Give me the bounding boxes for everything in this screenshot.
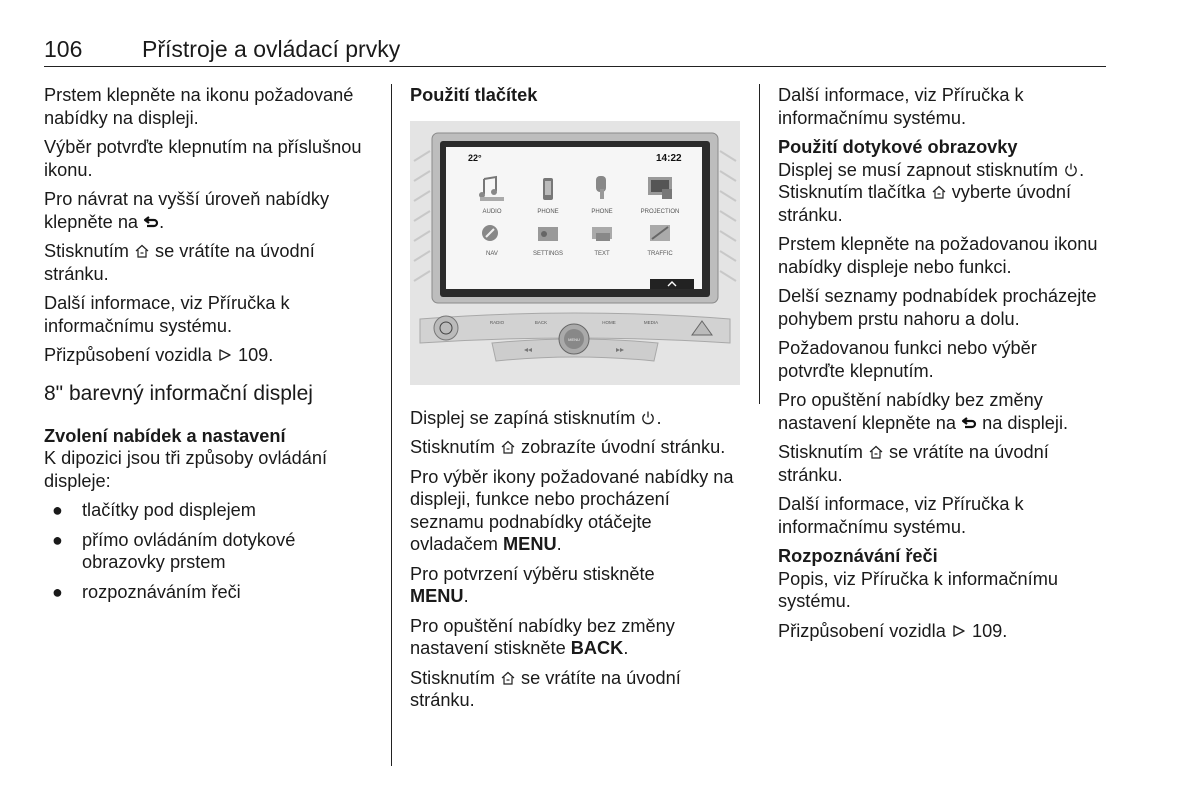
page-reference-link[interactable]: 109. [237, 345, 274, 365]
paragraph [410, 436, 740, 459]
text: tlačítky pod displejem [82, 500, 256, 520]
back-arrow-icon [961, 415, 977, 431]
button-label[interactable]: MEDIA [643, 319, 659, 325]
app-icon-phone[interactable] [543, 178, 553, 200]
column-divider [759, 84, 760, 404]
paragraph [410, 615, 740, 660]
text: Pro návrat na vyšší úroveň nabídky klepněte na [44, 189, 330, 232]
paragraph [44, 188, 374, 233]
app-label: PHONE [537, 208, 559, 215]
text: se vrátíte na úvodní stránku. [778, 442, 1049, 485]
app-label: PROJECTION [640, 208, 680, 215]
button-label[interactable]: BACK [534, 319, 548, 325]
text: Stisknutím [410, 437, 495, 457]
paragraph [44, 240, 374, 285]
text: se vrátíte na úvodní stránku. [410, 667, 681, 710]
paragraph: Výběr potvrďte klepnutím na příslušnou ikonu. [44, 137, 362, 180]
page-header [44, 36, 1106, 67]
display-screen[interactable] [446, 147, 702, 289]
keyword: BACK [570, 638, 624, 658]
home-icon [134, 243, 150, 259]
screen-temperature: 22° [468, 152, 482, 163]
button-label[interactable]: HOME [602, 319, 616, 325]
paragraph [410, 466, 740, 556]
text: Přizpůsobení vozidla [44, 345, 212, 365]
list-item: ● přímo ovládáním dotykové obrazovky prstem [52, 529, 296, 572]
text: . [463, 586, 469, 606]
text: Stisknutím [410, 667, 495, 688]
power-icon [640, 410, 656, 426]
text: Stisknutím [44, 241, 129, 261]
text: Pro opuštění nabídky bez změny nastavení klepněte na [778, 390, 1043, 433]
text: vyberte úvodní stránku. [778, 182, 1072, 225]
column-right [778, 84, 1108, 649]
paragraph [410, 407, 740, 430]
scroll-tab[interactable] [650, 279, 694, 289]
text: Displej se zapíná stisknutím [410, 407, 636, 428]
page-reference-link[interactable]: 109. [971, 620, 1008, 641]
app-label: PHONE [591, 208, 613, 215]
text: se vrátíte na úvodní stránku. [44, 241, 315, 284]
paragraph: Delší seznamy podnabídek procházejte pohybem prstu nahoru a dolu. [778, 286, 1097, 329]
text: . [623, 638, 629, 658]
text: . [556, 534, 562, 554]
text: Stisknutím [778, 442, 863, 462]
app-icon-text[interactable] [592, 227, 612, 241]
paragraph: Popis, viz Příručka k informačnímu systému. [778, 568, 1058, 611]
infotainment-figure [410, 121, 740, 385]
paragraph: Prstem klepněte na ikonu požadované nabídky na displeji. [44, 85, 354, 128]
column-divider [391, 84, 392, 766]
subsection-title: Použití dotykové obrazovky [778, 137, 1018, 157]
text: Pro opuštění nabídky bez změny nastavení stiskněte [410, 615, 675, 658]
list-item: ● rozpoznáváním řeči [52, 581, 241, 602]
text: přímo ovládáním dotykové obrazovky prstem [82, 529, 296, 572]
text: . [159, 211, 165, 232]
text: Přizpůsobení vozidla [778, 620, 946, 641]
app-icon-traffic[interactable] [650, 225, 670, 241]
keyword: MENU [503, 534, 557, 554]
text: . Stisknutím tlačítka [778, 159, 1085, 202]
paragraph: Další informace, viz Příručka k informačnímu systému. [44, 293, 290, 336]
subsection-title: Použití tlačítek [410, 85, 538, 105]
text: Pro výběr ikony požadované nabídky na displeji, funkce nebo procházení seznamu podnabídky otáčejte ovladačem [410, 466, 734, 554]
home-icon [931, 184, 947, 200]
button-label[interactable]: RADIO [489, 319, 505, 325]
page-title: Přístroje a ovládací prvky [142, 36, 401, 62]
paragraph [778, 389, 1108, 434]
screen-time: 14:22 [656, 152, 682, 164]
column-left [44, 84, 374, 610]
paragraph [410, 667, 740, 712]
paragraph: Požadovanou funkci nebo výběr potvrďte klepnutím. [778, 338, 1037, 381]
power-icon [1063, 162, 1079, 178]
page-number: 106 [44, 36, 83, 62]
text: na displeji. [982, 412, 1069, 433]
app-label: NAV [486, 250, 498, 257]
app-icon-settings[interactable] [538, 227, 558, 241]
back-arrow-icon [143, 214, 159, 230]
button-label: MENU [568, 336, 580, 342]
column-middle [410, 84, 740, 719]
subsection-title: Zvolení nabídek a nastavení [44, 425, 286, 446]
text: rozpoznáváním řeči [82, 581, 241, 602]
list-item: ● tlačítky pod displejem [52, 500, 256, 520]
keyword: MENU [410, 586, 464, 606]
text: zobrazíte úvodní stránku. [521, 437, 726, 457]
paragraph [44, 344, 374, 367]
paragraph [410, 563, 740, 608]
bullet-list [44, 499, 374, 603]
home-icon [500, 439, 516, 455]
app-icon-nav[interactable] [482, 225, 498, 241]
app-label: TRAFFIC [647, 250, 673, 257]
paragraph: Další informace, viz Příručka k informačnímu systému. [778, 494, 1024, 537]
app-label: AUDIO [482, 208, 502, 215]
subsection-title: Rozpoznávání řeči [778, 546, 938, 566]
paragraph [778, 620, 1108, 643]
text: . [656, 407, 662, 428]
app-label: SETTINGS [532, 250, 564, 257]
paragraph [778, 441, 1108, 486]
paragraph: K dipozici jsou tři způsoby ovládání displeje: [44, 448, 328, 491]
page-reference-arrow-icon [217, 347, 233, 363]
page-reference-arrow-icon [951, 623, 967, 639]
home-icon [500, 670, 516, 686]
power-knob[interactable] [434, 316, 458, 340]
app-label: TEXT [594, 250, 610, 257]
paragraph [778, 159, 1108, 227]
paragraph: Prstem klepněte na požadovanou ikonu nabídky displeje nebo funkci. [778, 234, 1098, 277]
text: Displej se musí zapnout stisknutím [778, 159, 1058, 180]
home-icon [868, 444, 884, 460]
paragraph: Další informace, viz Příručka k informačnímu systému. [778, 85, 1024, 128]
text: Pro potvrzení výběru stiskněte [410, 563, 655, 584]
section-title: 8" barevný informační displej [44, 381, 313, 405]
